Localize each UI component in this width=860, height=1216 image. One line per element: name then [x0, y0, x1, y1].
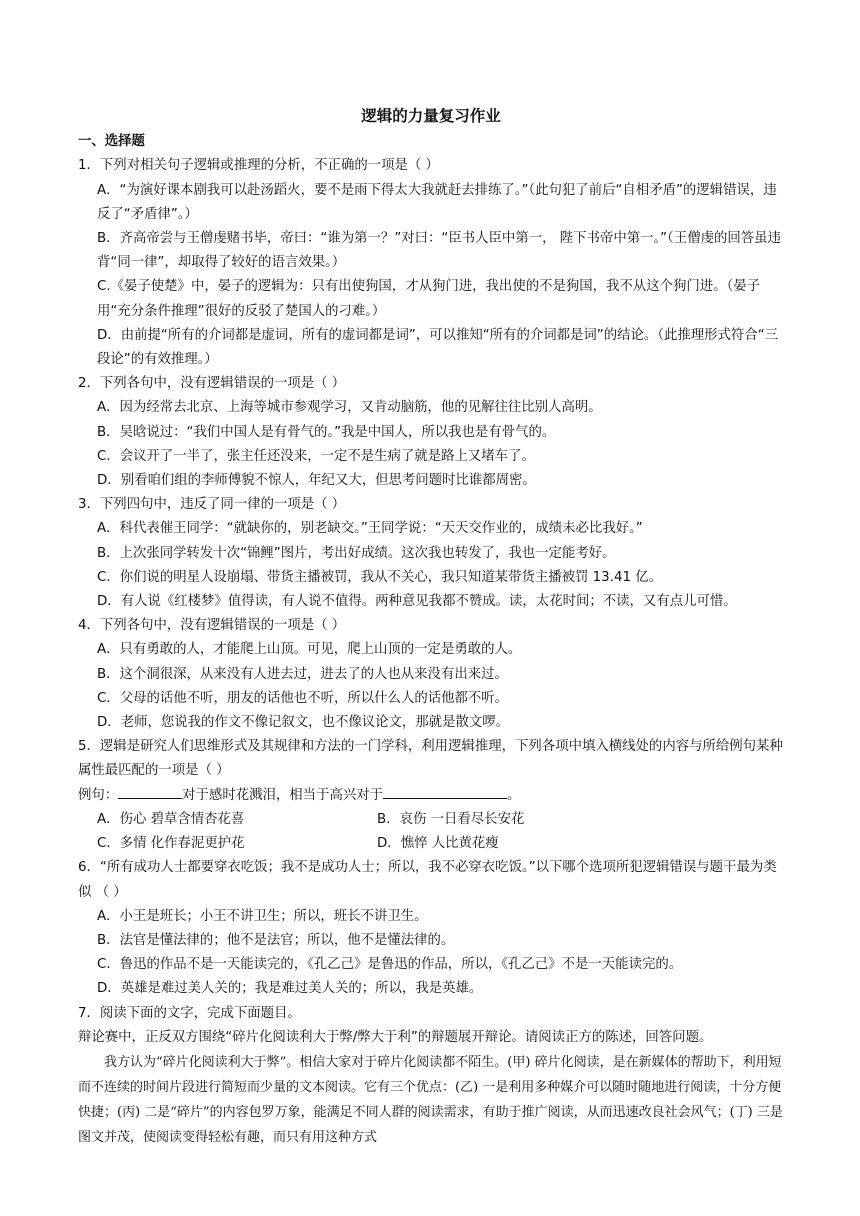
question-stem: 5．逻辑是研究人们思维形式及其规律和方法的一门学科，利用逻辑推理，下列各项中填入横线处的内容与所给例句某种属性最匹配的一项是（ ） [78, 739, 783, 779]
question-1 [78, 154, 784, 372]
question-intro: 辩论赛中，正反双方围绕“碎片化阅读利大于弊/弊大于利”的辩题展开辩论。请阅读正方的陈述，回答问题。 [78, 1029, 713, 1045]
question-stem: 1．下列对相关句子逻辑或推理的分析，不正确的一项是（ ） [78, 158, 439, 174]
option-b: B．哀伤 一日看尽长安花 [377, 811, 525, 827]
example-prefix: 例句： [78, 787, 119, 803]
option-d: D．由前提“所有的介词都是虚词，所有的虚词都是词”，可以推知“所有的介词都是词”的结论。（此推理形式符合“三段论”的有效推理。） [97, 327, 779, 368]
option-d: D．有人说《红楼梦》值得读，有人说不值得。两种意见我都不赞成。读，太花时间；不读，又有点儿可惜。 [97, 594, 737, 610]
example-end: 。 [507, 787, 521, 803]
question-stem: 7．阅读下面的文字，完成下面题目。 [78, 1005, 301, 1021]
option-d: D．别看咱们组的李师傅貌不惊人，年纪又大，但思考问题时比谁都周密。 [97, 473, 536, 489]
option-c: C．多情 化作春泥更护花 [97, 836, 245, 852]
option-c: C．会议开了一半了，张主任还没来，一定不是生病了就是路上又堵车了。 [97, 448, 535, 464]
option-c: C．父母的话他不听，朋友的话他也不听，所以什么人的话他都不听。 [97, 690, 509, 706]
option-b: B．上次张同学转发十次“锦鲤”图片，考出好成绩。这次我也转发了，我也一定能考好。 [97, 545, 616, 561]
option-d: D．英雄是难过美人关的；我是难过美人关的；所以，我是英雄。 [97, 981, 483, 997]
option-b: B．法官是懂法律的；他不是法官；所以，他不是懂法律的。 [97, 932, 455, 948]
option-c: C．鲁迅的作品不是一天能读完的，《孔乙己》是鲁迅的作品，所以，《孔乙己》不是一天能读完的。 [97, 957, 683, 973]
example-middle: 对于感时花溅泪，相当于高兴对于 [182, 787, 384, 803]
option-b: B．吴晗说过：“我们中国人是有骨气的。”我是中国人，所以我也是有骨气的。 [97, 424, 556, 440]
question-7 [78, 1002, 784, 1150]
question-stem: 3．下列四句中，违反了同一律的一项是（ ） [78, 497, 346, 513]
option-c: C.《晏子使楚》中，晏子的逻辑为：只有出使狗国，才从狗门进，我出使的不是狗国，我不从这个狗门进。（晏子用“充分条件推理”很好的反驳了楚国人的刁难。） [97, 279, 761, 319]
question-3 [78, 493, 784, 614]
question-2 [78, 372, 784, 493]
option-c: C．你们说的明星人设崩塌、带货主播被罚，我从不关心，我只知道某带货主播被罚 13.41 亿。 [97, 569, 663, 585]
question-4 [78, 614, 784, 735]
question-stem: 2．下列各句中，没有逻辑错误的一项是（ ） [78, 376, 346, 392]
option-a: A．小王是班长；小王不讲卫生；所以，班长不讲卫生。 [97, 908, 428, 924]
section-heading: 一、选择题 [78, 134, 145, 150]
document-page [78, 104, 784, 1150]
option-a: A．只有勇敢的人，才能爬上山顶。可见，爬上山顶的一定是勇敢的人。 [97, 642, 522, 658]
option-a: A．伤心 碧草含情杏花喜 [97, 811, 245, 827]
question-stem: 6．“所有成功人士都要穿衣吃饭；我不是成功人士；所以，我不必穿衣吃饭。”以下哪个选项所犯逻辑错误与题干最为类似 （ ） [78, 860, 777, 900]
reading-passage: 我方认为“碎片化阅读利大于弊”。相信大家对于碎片化阅读都不陌生。(甲) 碎片化阅读，是在新媒体的帮助下，利用短而不连续的时间片段进行简短而少量的文本阅读。它有三个优点：(乙) 一是利用多种媒介可以随时随地进行阅读，十分方便快捷；(丙) 二是“碎片”的内容包罗万象，能满足不同人群的阅读需求，有助于推广阅读，从而迅速改良社会风气；(丁) 三是图文并茂，使阅读变得轻松有趣，而只有用这种方式 [78, 1054, 783, 1145]
option-a: A．科代表催王同学：“就缺你的，别老缺交。”王同学说：“天天交作业的，成绩未必比我好。” [97, 521, 643, 537]
question-6 [78, 856, 784, 1001]
option-d: D．憔悴 人比黄花瘦 [377, 836, 499, 852]
answer-blank[interactable] [383, 784, 507, 799]
option-b: B．齐高帝尝与王僧虔赌书毕，帝曰：“谁为第一？”对曰：“臣书人臣中第一， 陛下书帝中第一。”（王僧虔的回答虽违背“同一律”，却取得了较好的语言效果。） [97, 231, 781, 271]
question-5 [78, 735, 784, 856]
page-title: 逻辑的力量复习作业 [361, 107, 501, 125]
question-stem: 4．下列各句中，没有逻辑错误的一项是（ ） [78, 618, 346, 634]
example-sentence [78, 784, 784, 808]
option-a: A．因为经常去北京、上海等城市参观学习，又肯动脑筋，他的见解往往比别人高明。 [97, 400, 602, 416]
option-b: B．这个洞很深，从来没有人进去过，进去了的人也从来没有出来过。 [97, 666, 508, 682]
option-a: A．“为演好课本剧我可以赴汤蹈火，要不是雨下得太大我就赶去排练了。”（此句犯了前后“自相矛盾”的逻辑错误，违反了“矛盾律”。） [97, 182, 777, 222]
option-d: D．老师，您说我的作文不像记叙文，也不像议论文，那就是散文啰。 [97, 715, 510, 731]
options-row [97, 808, 784, 832]
answer-blank[interactable] [118, 784, 182, 799]
options-row [97, 832, 784, 856]
